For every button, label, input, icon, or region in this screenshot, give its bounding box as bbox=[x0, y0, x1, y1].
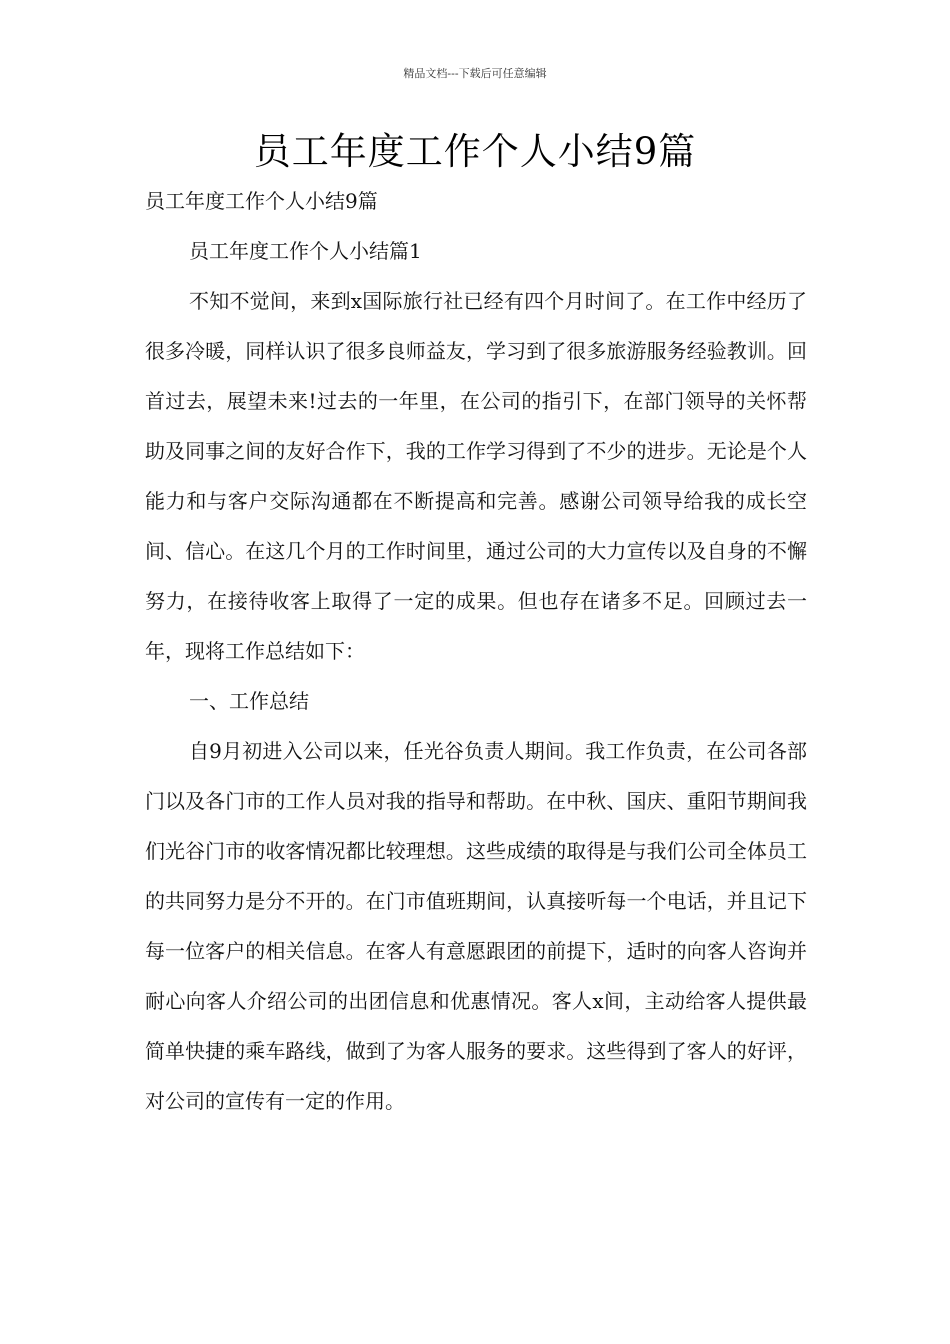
document-title: 员工年度工作个人小结9篇 bbox=[253, 130, 697, 173]
paragraph-work-summary: 自9月初进入公司以来，任光谷负责人期间。我工作负责，在公司各部门以及各门市的工作人员对我的指导和帮助。在中秋、国庆、重阳节期间我们光谷门市的收客情况都比较理想。这些成绩的取得是与我们公司全体员工的共同努力是分不开的。在门市值班期间，认真接听每一个电话，并且记下每一位客户的相关信息。在客人有意愿跟团的前提下，适时的向客人咨询并耐心向客人介绍公司的出团信息和优惠情况。客人x间，主动给客人提供最简单快捷的乘车路线，做到了为客人服务的要求。这些得到了客人的好评，对公司的宣传有一定的作用。 bbox=[145, 739, 807, 1113]
heading-work-summary: 一、工作总结 bbox=[189, 689, 309, 713]
document-body bbox=[145, 176, 807, 1126]
paragraph-intro: 不知不觉间，来到x国际旅行社已经有四个月时间了。在工作中经历了很多冷暖，同样认识了很多良师益友，学习到了很多旅游服务经验教训。回首过去，展望未来!过去的一年里，在公司的指引下，在部门领导的关怀帮助及同事之间的友好合作下，我的工作学习得到了不少的进步。无论是个人能力和与客户交际沟通都在不断提高和完善。感谢公司领导给我的成长空间、信心。在这几个月的工作时间里，通过公司的大力宣传以及自身的不懈努力，在接待收客上取得了一定的成果。但也存在诸多不足。回顾过去一年，现将工作总结如下： bbox=[145, 289, 807, 663]
section-title: 员工年度工作个人小结篇1 bbox=[189, 239, 422, 263]
document-subtitle: 员工年度工作个人小结9篇 bbox=[145, 189, 378, 213]
page-header-note: 精品文档---下载后可任意编辑 bbox=[403, 67, 547, 80]
